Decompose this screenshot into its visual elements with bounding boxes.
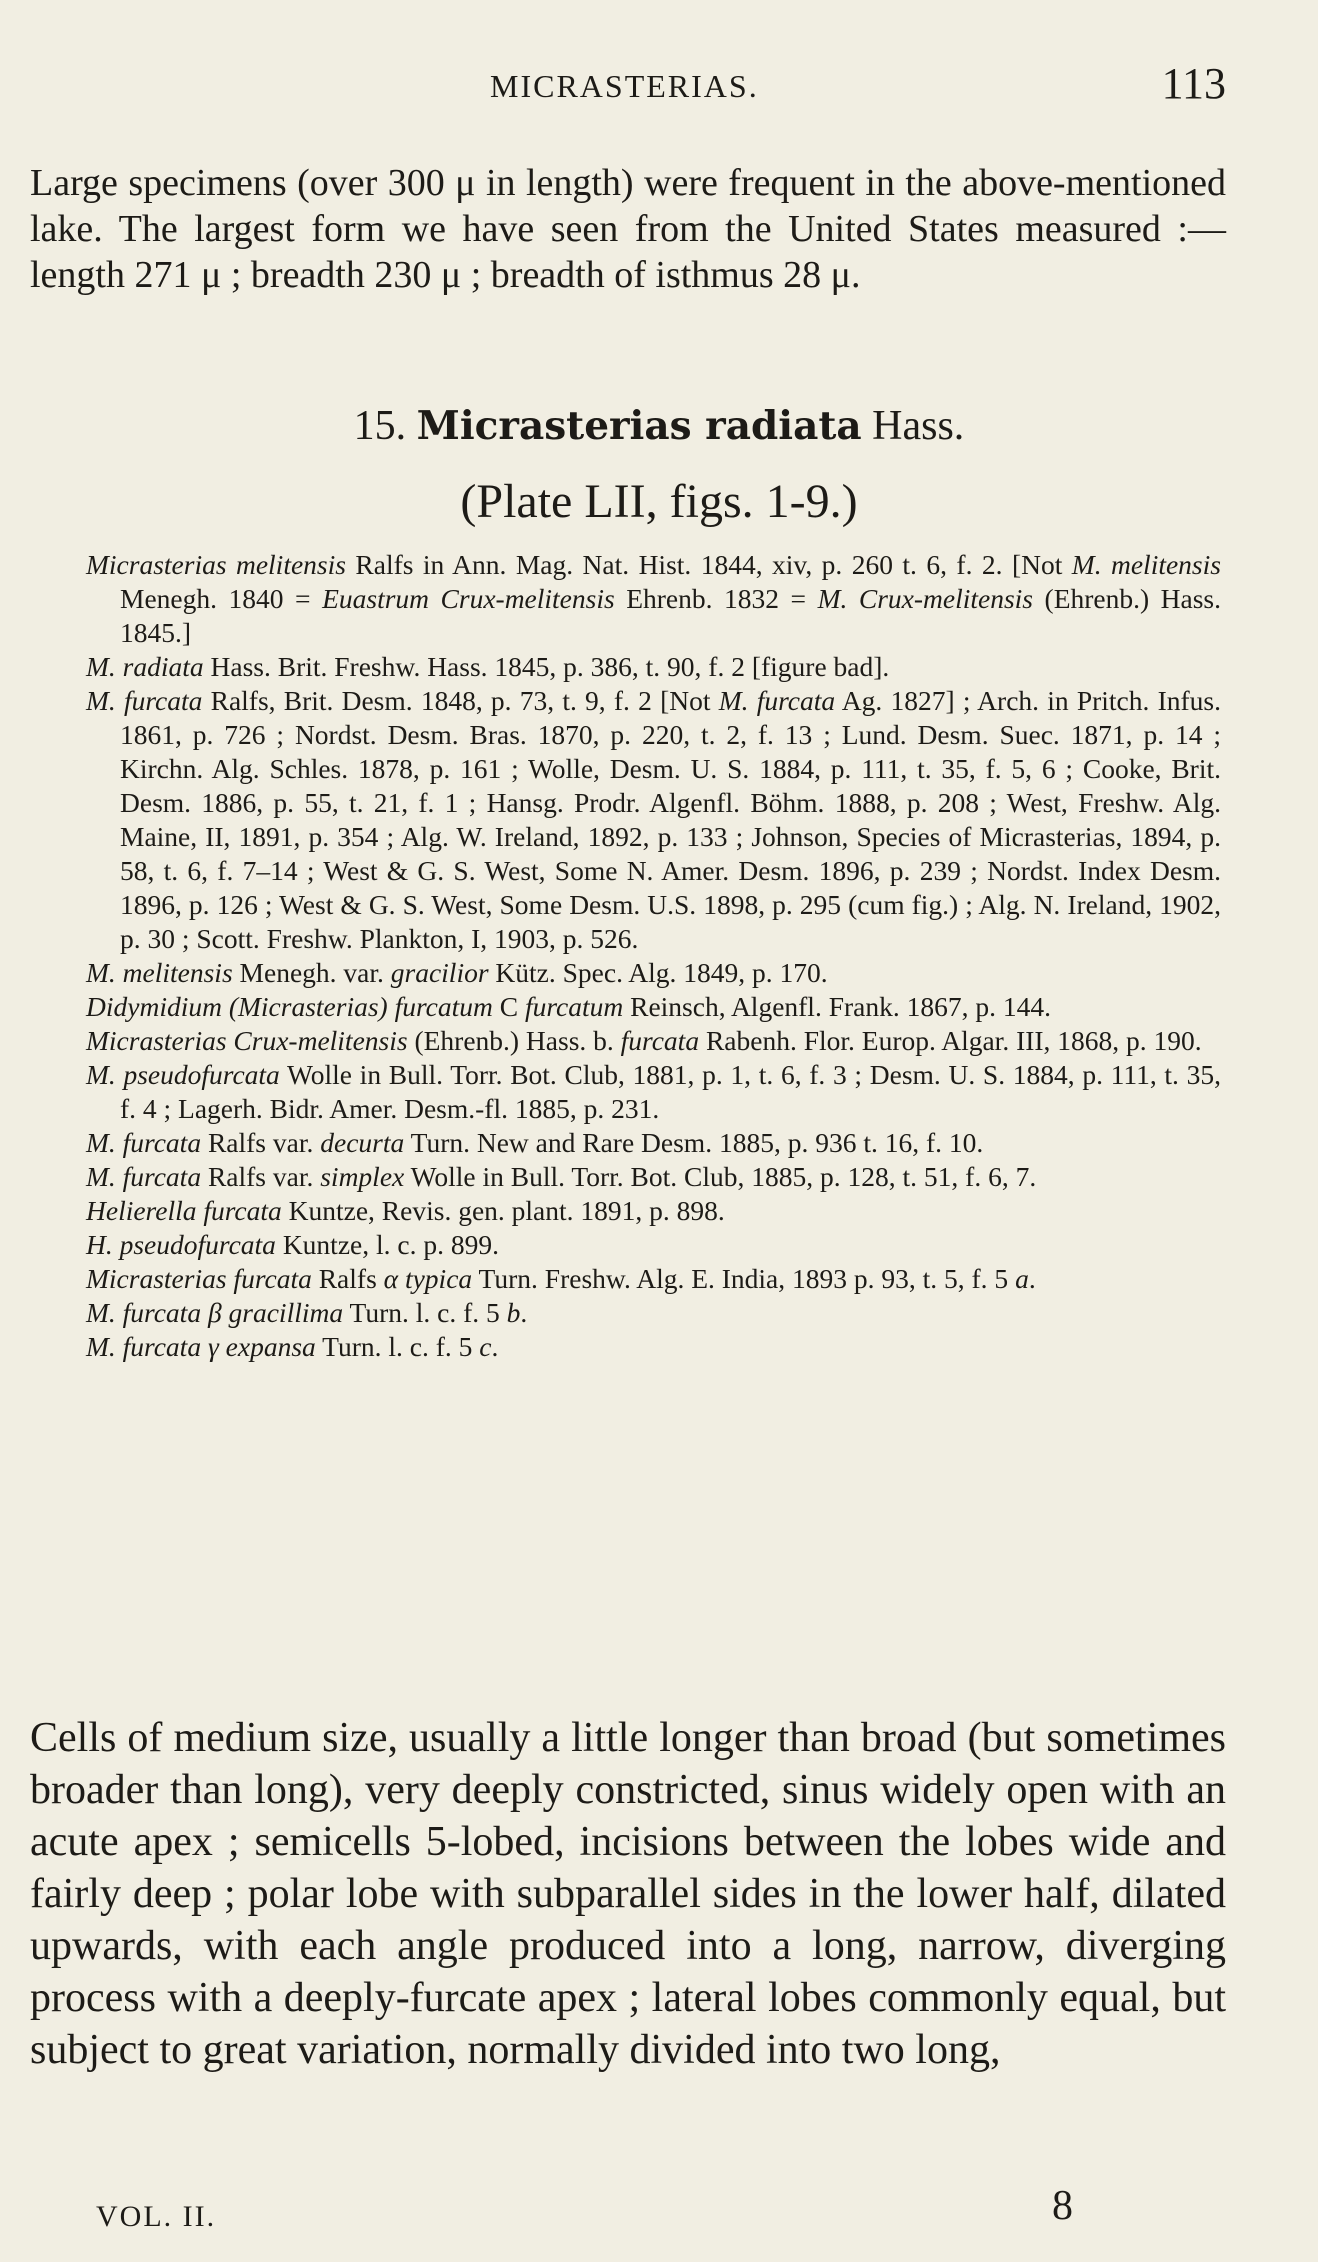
species-heading — [0, 402, 1318, 450]
citation-text: C — [492, 991, 525, 1022]
synonym-entry — [86, 1330, 1221, 1364]
taxon-name: a — [1015, 1263, 1029, 1294]
species-name: Micrasterias radiata — [416, 403, 862, 449]
citation-text: Ralfs in Ann. Mag. Nat. Hist. 1844, xiv, p. 260 t. 6, f. 2. [Not — [345, 549, 1072, 580]
taxon-name: M. pseudofurcata — [86, 1059, 280, 1090]
citation-text: Kuntze, l. c. p. 899. — [275, 1229, 499, 1260]
taxon-name: gracilior — [390, 957, 489, 988]
taxon-name: Micrasterias melitensis — [86, 549, 346, 580]
citation-text: (Ehrenb.) Hass. b. — [407, 1025, 621, 1056]
synonym-entry — [86, 1126, 1221, 1160]
taxon-name: M. radiata — [86, 651, 204, 682]
running-title: MICRASTERIAS. — [490, 68, 759, 104]
synonym-entry — [86, 650, 1221, 684]
synonym-entry — [86, 1194, 1221, 1228]
synonym-entry — [86, 1228, 1221, 1262]
citation-text: Ralfs var. — [201, 1161, 321, 1192]
citation-text: Reinsch, Algenfl. Frank. 1867, p. 144. — [623, 991, 1051, 1022]
citation-text: Kuntze, Revis. gen. plant. 1891, p. 898. — [281, 1195, 725, 1226]
taxon-name: Micrasterias Crux-melitensis — [86, 1025, 408, 1056]
taxon-name: furcata — [620, 1025, 700, 1056]
synonym-entry — [86, 1058, 1221, 1126]
citation-text: Ralfs — [311, 1263, 384, 1294]
taxon-name: simplex — [320, 1161, 405, 1192]
volume-label: VOL. II. — [96, 2200, 217, 2233]
taxon-name: α typica — [383, 1263, 473, 1294]
synonym-entry — [86, 956, 1221, 990]
taxon-name: M. Crux-melitensis — [817, 583, 1034, 614]
plate-reference: (Plate LII, figs. 1-9.) — [460, 475, 858, 528]
page-number: 113 — [1161, 59, 1226, 108]
intro-paragraph: Large specimens (over 300 μ in length) were frequent in the above-mentioned lake. The largest form we have seen from the United States measured :—length 271 μ ; breadth 230 μ ; breadth of isthmus 28 μ. — [30, 162, 1226, 296]
citation-text: . — [520, 1297, 528, 1328]
citation-text: Menegh. 1840 = — [120, 583, 323, 614]
taxon-name: H. pseudofurcata — [86, 1229, 276, 1260]
synonym-entry — [86, 1262, 1221, 1296]
taxon-name: M. furcata — [86, 685, 203, 716]
synonym-entry — [86, 1296, 1221, 1330]
citation-text: Ehrenb. 1832 = — [614, 583, 818, 614]
citation-text: . — [491, 1331, 499, 1362]
citation-text: Wolle in Bull. Torr. Bot. Club, 1881, p. 1, t. 6, f. 3 ; Desm. U. S. 1884, p. 111, t. 35, f. 4 ; Lagerh. Bidr. Amer. Desm.-fl. 1885, p. 231. — [120, 1059, 1221, 1124]
taxon-name: M. furcata — [718, 685, 836, 716]
description-paragraph: Cells of medium size, usually a little longer than broad (but sometimes broader than long), very deeply constricted, sinus widely open with an acute apex ; semicells 5-lobed, incisions between the lobes wide and fairly deep ; polar lobe with subparallel sides in the lower half, dilated upwards, with each angle produced into a long, narrow, diverging process with a deeply-furcate apex ; lateral lobes commonly equal, but subject to great variation, normally divided into two long, — [30, 1715, 1226, 2073]
taxon-name: Didymidium (Micrasterias) furcatum — [86, 991, 493, 1022]
taxon-name: furcatum — [524, 991, 624, 1022]
citation-text: Turn. Freshw. Alg. E. India, 1893 p. 93, t. 5, f. 5 — [472, 1263, 1016, 1294]
citation-text: Turn. l. c. f. 5 — [343, 1297, 507, 1328]
citation-text: Wolle in Bull. Torr. Bot. Club, 1885, p. 128, t. 51, f. 6, 7. — [404, 1161, 1037, 1192]
synonym-entry — [86, 1160, 1221, 1194]
synonymy-list — [86, 548, 1221, 1364]
taxon-name: b — [506, 1297, 521, 1328]
taxon-name: decurta — [320, 1127, 405, 1158]
taxon-name: M. furcata — [86, 1161, 202, 1192]
synonym-entry — [86, 990, 1221, 1024]
citation-text: Ralfs var. — [201, 1127, 321, 1158]
synonym-entry — [86, 548, 1221, 650]
taxon-name: Helierella furcata — [86, 1195, 282, 1226]
citation-text: (Ehrenb.) Hass. 1845.] — [120, 583, 1221, 648]
taxon-name: Micrasterias furcata — [86, 1263, 312, 1294]
signature-mark: 8 — [1052, 2183, 1073, 2229]
taxon-name: M. furcata — [86, 1127, 202, 1158]
taxon-name: M. furcata γ expansa — [86, 1331, 316, 1362]
citation-text: Ralfs, Brit. Desm. 1848, p. 73, t. 9, f. 2 [Not — [202, 685, 719, 716]
citation-text: Ag. 1827] ; Arch. in Pritch. Infus. 1861, p. 726 ; Nordst. Desm. Bras. 1870, p. 220, t. 2, f. 13 ; Lund. Desm. Suec. 1871, p. 14 ; Kirchn. Alg. Schles. 1878, p. 161 ; Wolle, Desm. U. S. 1884, p. 111, t. 35, f. 5, 6 ; Cooke, Brit. Desm. 1886, p. 55, t. 21, f. 1 ; Hansg. Prodr. Algenfl. Böhm. 1888, p. 208 ; West, Freshw. Alg. Maine, II, 1891, p. 354 ; Alg. W. Ireland, 1892, p. 133 ; Johnson, Species of Micrasterias, 1894, p. 58, t. 6, f. 7–14 ; West & G. S. West, Some N. Amer. Desm. 1896, p. 239 ; Nordst. Index Desm. 1896, p. 126 ; West & G. S. West, Some Desm. U.S. 1898, p. 295 (cum fig.) ; Alg. N. Ireland, 1902, p. 30 ; Scott. Freshw. Plankton, I, 1903, p. 526. — [120, 685, 1221, 954]
species-number: 15. — [353, 403, 407, 449]
citation-text: Hass. Brit. Freshw. Hass. 1845, p. 386, t. 90, f. 2 [figure bad]. — [203, 651, 890, 682]
synonym-entry — [86, 684, 1221, 956]
taxon-name: c — [479, 1331, 492, 1362]
citation-text: Menegh. var. — [232, 957, 391, 988]
citation-text: Turn. New and Rare Desm. 1885, p. 936 t. 16, f. 10. — [404, 1127, 984, 1158]
taxon-name: M. melitensis — [1071, 549, 1221, 580]
taxon-name: M. melitensis — [86, 957, 233, 988]
citation-text: Rabenh. Flor. Europ. Algar. III, 1868, p. 190. — [699, 1025, 1202, 1056]
citation-text: Kütz. Spec. Alg. 1849, p. 170. — [488, 957, 828, 988]
taxon-name: M. furcata β gracillima — [86, 1297, 344, 1328]
citation-text: Turn. l. c. f. 5 — [315, 1331, 480, 1362]
citation-text: . — [1028, 1263, 1036, 1294]
synonym-entry — [86, 1024, 1221, 1058]
species-author: Hass. — [872, 403, 965, 449]
taxon-name: Euastrum Crux-melitensis — [322, 583, 615, 614]
